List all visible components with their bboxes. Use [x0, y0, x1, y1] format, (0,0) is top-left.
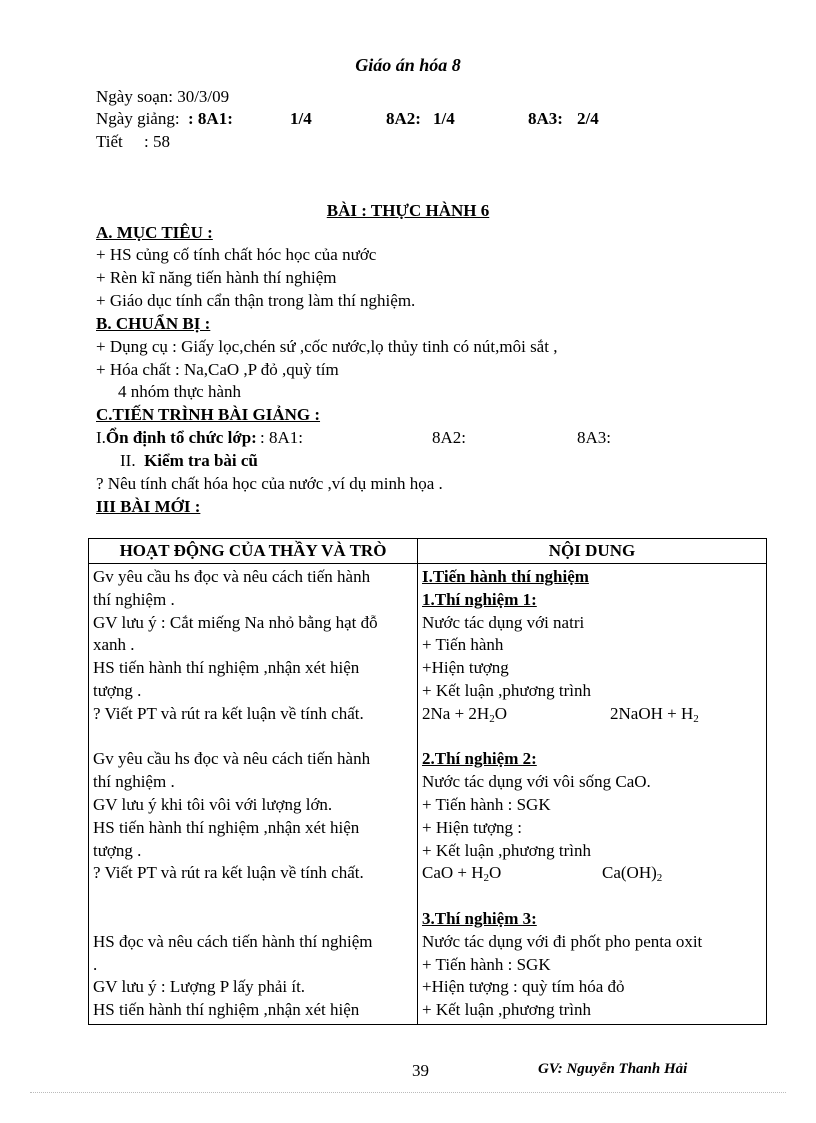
page-number: 39 [412, 1061, 429, 1080]
section-iii-heading: III BÀI MỚI : [96, 497, 201, 516]
step-i-prefix: I. [96, 428, 106, 447]
activity-line: Gv yêu cầu hs đọc và nêu cách tiến hành [93, 749, 371, 769]
activity-line: Gv yêu cầu hs đọc và nêu cách tiến hành [93, 567, 371, 586]
equation-2-products: $Ca(OH)_2$ [602, 863, 663, 885]
content-main-heading: I.Tiến hành thí nghiệm [422, 567, 589, 586]
activity-line: xanh . [93, 635, 135, 655]
column-header-content: NỘI DUNG [418, 539, 767, 564]
activity-line: . [93, 954, 98, 974]
author-signature: GV: Nguyễn Thanh Hải [538, 1061, 688, 1077]
activity-line: tượng . [93, 680, 142, 700]
section-c-heading: C.TIẾN TRÌNH BÀI GIẢNG : [96, 405, 321, 424]
activity-line: thí nghiệm . [93, 589, 175, 609]
spacer [422, 726, 762, 749]
step-ii-text: Kiểm tra bài cũ [144, 451, 258, 470]
step-ii [120, 450, 258, 472]
class-8a1-date: 1/4 [290, 109, 312, 128]
content-line: + Kết luận ,phương trình [422, 680, 591, 700]
equation-2 [422, 862, 762, 885]
column-header-activities: HOẠT ĐỘNG CỦA THẦY VÀ TRÒ [89, 539, 418, 564]
preparation-item: + Hóa chất : Na,CaO ,P đỏ ,quỳ tím [96, 360, 339, 379]
content-line: + Hiện tượng : [422, 817, 523, 837]
experiment-3-heading: 3.Thí nghiệm 3: [422, 908, 537, 928]
activity-line: GV lưu ý : Cắt miếng Na nhỏ bằng hạt đỗ [93, 612, 378, 632]
content-line: + Tiến hành [422, 635, 504, 655]
activity-line: HS tiến hành thí nghiệm ,nhận xét hiện [93, 658, 360, 678]
content-line: + Tiến hành : SGK [422, 794, 551, 814]
preparation-item: 4 nhóm thực hành [118, 382, 242, 401]
equation-1 [422, 703, 762, 726]
equation-1-reactants: $2Na + 2H_2O$ [422, 703, 507, 725]
step-i [96, 427, 257, 449]
activity-line: ? Viết PT và rút ra kết luận về tính chất. [93, 863, 364, 883]
spacer [422, 885, 762, 908]
ngay-giang-label: Ngày giảng: [96, 109, 180, 128]
spacer [93, 885, 413, 908]
objective-item: + HS củng cố tính chất hóc học của nước [96, 245, 377, 264]
header-title: Giáo án hóa 8 [355, 55, 461, 75]
content-line: +Hiện tượng [422, 658, 509, 678]
step-i-class-8a2: 8A2: [432, 428, 466, 447]
equation-1-products: 2NaOH + $H_2$ [610, 703, 699, 725]
spacer [93, 726, 413, 749]
tiet-label: Tiết [96, 132, 123, 151]
preparation-item: + Dụng cụ : Giấy lọc,chén sứ ,cốc nước,lọ thủy tinh có nút,môi sắt , [96, 337, 558, 356]
footer-divider [30, 1092, 786, 1093]
class-8a3-date: 2/4 [577, 109, 599, 128]
experiment-2-heading: 2.Thí nghiệm 2: [422, 749, 537, 769]
activity-line: thí nghiệm . [93, 772, 175, 792]
review-question: ? Nêu tính chất hóa học của nước ,ví dụ minh họa . [96, 474, 443, 493]
content-line: + Tiến hành : SGK [422, 954, 551, 974]
activity-line: ? Viết PT và rút ra kết luận về tính chất. [93, 703, 364, 723]
activity-line: HS đọc và nêu cách tiến hành thí nghiệm [93, 931, 373, 951]
section-b-heading: B. CHUẨN BỊ : [96, 314, 211, 333]
content-line: + Kết luận ,phương trình [422, 840, 591, 860]
step-i-label: Ổn định tổ chức lớp: [105, 428, 257, 447]
class-8a3-label: 8A3: [528, 109, 563, 128]
activity-line: GV lưu ý : Lượng P lấy phải ít. [93, 977, 306, 997]
activity-line: HS tiến hành thí nghiệm ,nhận xét hiện [93, 1000, 360, 1020]
content-line: Nước tác dụng với đi phốt pho penta oxit [422, 931, 703, 951]
activities-cell [89, 564, 418, 1025]
activity-line: GV lưu ý khi tôi vôi với lượng lớn. [93, 794, 333, 814]
objective-item: + Rèn kĩ năng tiến hành thí nghiệm [96, 268, 337, 287]
step-ii-label: II. [120, 451, 136, 470]
class-8a2-label: 8A2: [386, 109, 421, 128]
lesson-table [88, 538, 767, 1025]
content-line: Nước tác dụng với natri [422, 612, 585, 632]
content-line: + Kết luận ,phương trình [422, 1000, 591, 1020]
spacer [93, 908, 413, 931]
step-i-class-8a3: 8A3: [577, 428, 611, 447]
lesson-title: BÀI : THỰC HÀNH 6 [326, 201, 490, 220]
activity-line: tượng . [93, 840, 142, 860]
content-cell [418, 564, 767, 1025]
class-8a2-date: 1/4 [433, 109, 455, 128]
ngay-soan: Ngày soạn: 30/3/09 [96, 87, 230, 106]
content-line: +Hiện tượng : quỳ tím hóa đỏ [422, 977, 625, 997]
objective-item: + Giáo dục tính cẩn thận trong làm thí nghiệm. [96, 291, 416, 310]
step-i-class-8a1: : 8A1: [260, 428, 303, 447]
tiet-value: : 58 [144, 132, 170, 151]
class-8a1-label: : 8A1: [188, 109, 233, 128]
activity-line: HS tiến hành thí nghiệm ,nhận xét hiện [93, 817, 360, 837]
content-line: Nước tác dụng với vôi sống CaO. [422, 772, 651, 792]
equation-2-reactants: CaO + $H_2O$ [422, 863, 502, 885]
experiment-1-heading: 1.Thí nghiệm 1: [422, 589, 537, 609]
section-a-heading: A. MỤC TIÊU : [96, 223, 213, 242]
